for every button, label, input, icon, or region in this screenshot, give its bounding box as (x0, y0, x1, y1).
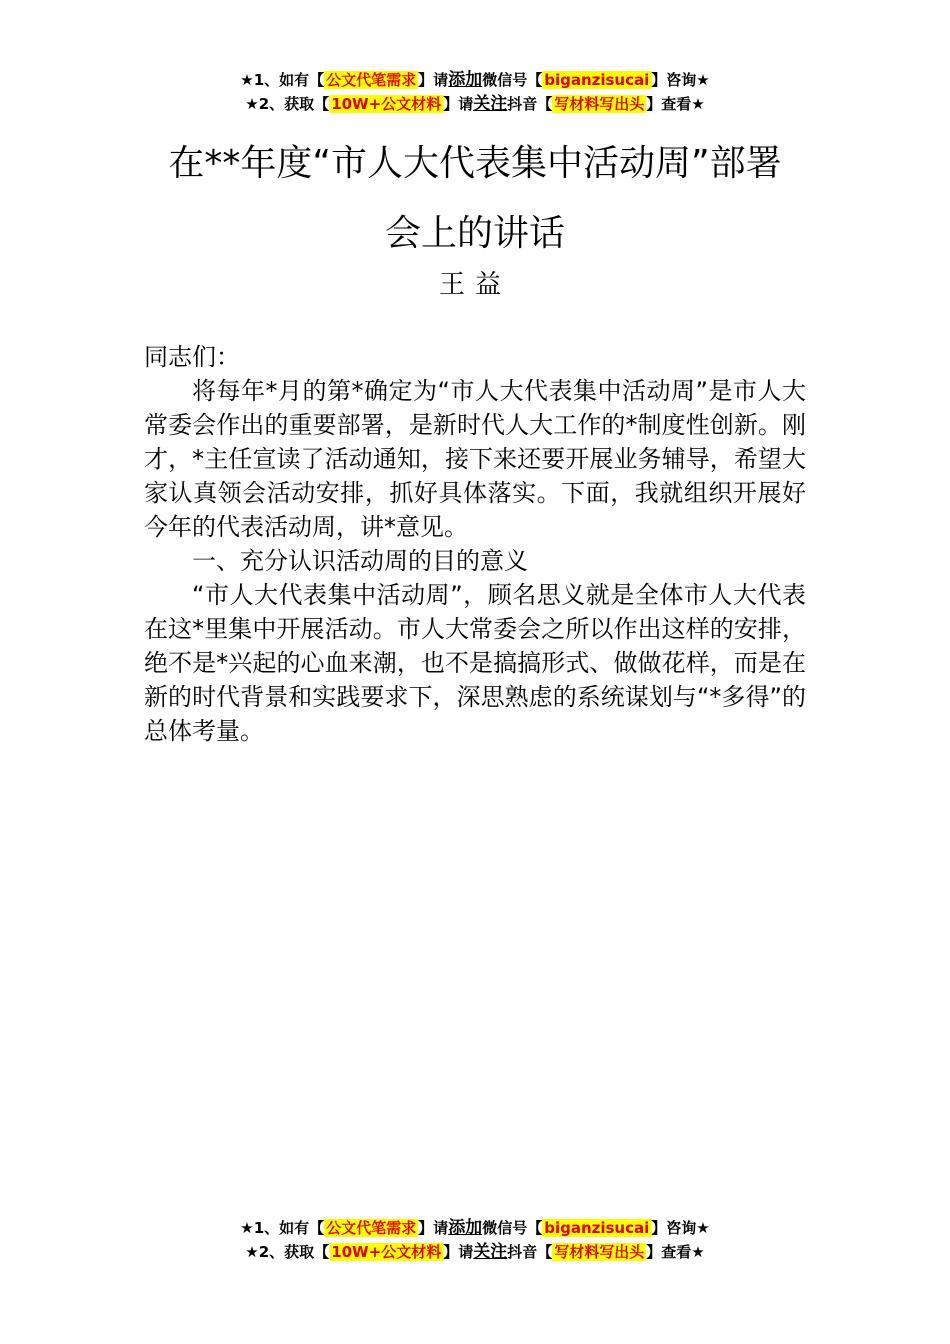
banner-text: 微信号【 (482, 1219, 543, 1237)
banner-text: 】咨询★ (651, 71, 710, 89)
banner-line-1 (0, 68, 950, 92)
banner-text: 】请 (443, 95, 474, 113)
banner-text: 】请 (418, 71, 449, 89)
banner-highlight: biganzisucai (544, 1219, 650, 1237)
document-title-line-1: 在**年度“市人大代表集中活动周”部署 (168, 143, 782, 184)
banner-text: ★2、获取【 (245, 1243, 330, 1261)
banner-text: 】查看★ (646, 95, 705, 113)
banner-highlight: 10W+公文材料 (331, 95, 442, 113)
banner-line-1 (0, 1216, 950, 1240)
banner-text: 抖音【 (507, 1243, 553, 1261)
banner-highlight: biganzisucai (544, 71, 650, 89)
paragraph: “市人大代表集中活动周”，顾名思义就是全体市人大代表在这*里集中开展活动。市人大常委会之所以作出这样的安排，绝不是*兴起的心血来潮，也不是搞搞形式、做做花样，而是在新的时代背景和实践要求下，深思熟虑的系统谋划与“*多得”的总体考量。 (144, 581, 806, 745)
banner-text: ★1、如有【 (240, 1219, 325, 1237)
banner-highlight: 写材料写出头 (554, 95, 645, 113)
banner-text: 】请 (443, 1243, 474, 1261)
banner-text: ★2、获取【 (245, 95, 330, 113)
document-body (144, 340, 806, 748)
document-title-line-2: 会上的讲话 (384, 213, 565, 254)
banner-text: 微信号【 (482, 71, 543, 89)
banner-text: 】请 (418, 1219, 449, 1237)
banner-text: 抖音【 (507, 95, 553, 113)
footer-banner (0, 1216, 950, 1264)
banner-text: 】查看★ (646, 1243, 705, 1261)
banner-highlight: 写材料写出头 (554, 1243, 645, 1261)
banner-text: 】咨询★ (651, 1219, 710, 1237)
banner-highlight: 10W+公文材料 (331, 1243, 442, 1261)
banner-line-2 (0, 1240, 950, 1264)
banner-line-2 (0, 92, 950, 116)
banner-emphasis: 添加 (448, 70, 483, 90)
section-heading: 一、充分认识活动周的目的意义 (192, 547, 528, 575)
banner-emphasis: 关注 (473, 94, 508, 114)
paragraph: 将每年*月的第*确定为“市人大代表集中活动周”是市人大常委会作出的重要部署，是新时代人大工作的*制度性创新。刚才，*主任宣读了活动通知，接下来还要开展业务辅导，希望大家认真领会活动安排，抓好具体落实。下面，我就组织开展好今年的代表活动周，讲*意见。 (144, 377, 806, 541)
banner-highlight: 公文代笔需求 (326, 71, 417, 89)
author-name: 王益 (438, 270, 511, 300)
banner-emphasis: 添加 (448, 1218, 483, 1238)
banner-emphasis: 关注 (473, 1242, 508, 1262)
header-banner (0, 68, 950, 116)
salutation: 同志们： (144, 343, 240, 371)
banner-highlight: 公文代笔需求 (326, 1219, 417, 1237)
banner-text: ★1、如有【 (240, 71, 325, 89)
